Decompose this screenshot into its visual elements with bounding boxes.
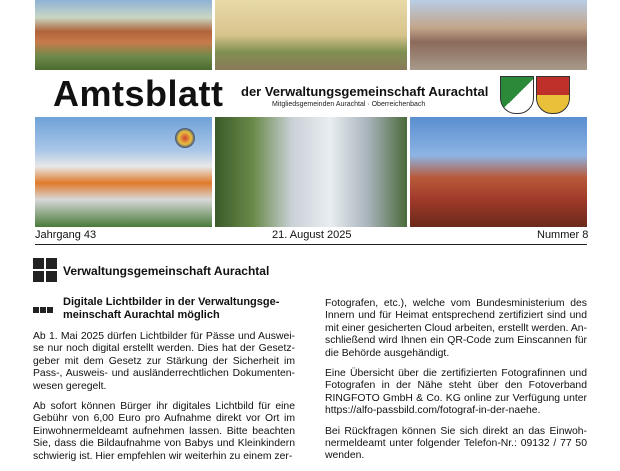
photo-town-hall bbox=[215, 0, 407, 70]
paragraph: Ab sofort können Bürger ihr digitales Lichtbild für eine Gebühr von 6,00 Euro pro Aufnahme direkt vor Ort im Einwohnermeldeamt aufnehmen lassen. Bitte beachten Sie, dass die Bildaufnahme von Babys und Kleinkindern schwierig ist. Hier empfehlen wir weiterhin zu einem zer- bbox=[33, 401, 295, 462]
section-grid-icon bbox=[33, 258, 57, 282]
issue-number: Nummer 8 bbox=[537, 229, 589, 241]
paragraph: Ab 1. Mai 2025 dürfen Lichtbilder für Pässe und Auswei- se nur noch digital erstellt werden. Dies hat der Gesetz- geber mit dem Gesetz zur Stärkung der Sicherheit im Pass-, Ausweis- und ausländerrechtlichen Dokumenten- wesen geregelt. bbox=[33, 331, 295, 392]
issue-date: 21. August 2025 bbox=[272, 229, 352, 241]
coat-of-arms-aurachtal bbox=[500, 76, 534, 114]
issue-volume: Jahrgang 43 bbox=[35, 229, 97, 241]
masthead-title: Amtsblatt bbox=[53, 73, 224, 114]
paragraph: Eine Übersicht über die zertifizierten Fotografinnen und Fotografen in der Nähe steht über den Fotoverband RINGFOTO GmbH & Co. KG online zur Verfügung unter https://alfo-passbild.com/fotograf-in-der-naehe. bbox=[325, 368, 587, 417]
photo-church-tower bbox=[410, 117, 587, 227]
article-column-right bbox=[325, 298, 587, 471]
school-emblem-icon bbox=[175, 128, 195, 148]
photo-maypole-festival bbox=[410, 0, 587, 70]
masthead-members: Mitgliedsgemeinden Aurachtal · Oberreichenbach bbox=[272, 101, 426, 108]
paragraph: Bei Rückfragen können Sie sich direkt an das Einwoh- nermeldeamt unter folgender Telefon-Nr.: 09132 / 77 50 wenden. bbox=[325, 425, 587, 462]
coat-of-arms-oberreichenbach bbox=[536, 76, 570, 114]
article-column-left bbox=[33, 331, 295, 471]
article-title: Digitale Lichtbilder in der Verwaltungsge- meinschaft Aurachtal möglich bbox=[63, 296, 280, 321]
photo-village-aerial bbox=[35, 0, 212, 70]
article-bullet-icon bbox=[33, 300, 54, 318]
masthead-subtitle: der Verwaltungsgemeinschaft Aurachtal bbox=[241, 84, 489, 99]
paragraph: Fotografen, etc.), welche vom Bundesministerium des Innern und für Heimat entsprechend zertifiziert sind und mit einer gesicherten Cloud arbeiten, erstellt werden. An- schließend wird Ihnen ein QR-Code zum Einscannen für die Behörde ausgehändigt. bbox=[325, 298, 587, 359]
section-title: Verwaltungsgemeinschaft Aurachtal bbox=[63, 264, 270, 278]
photo-weir-waterfall bbox=[215, 117, 407, 227]
header-divider bbox=[35, 244, 587, 245]
